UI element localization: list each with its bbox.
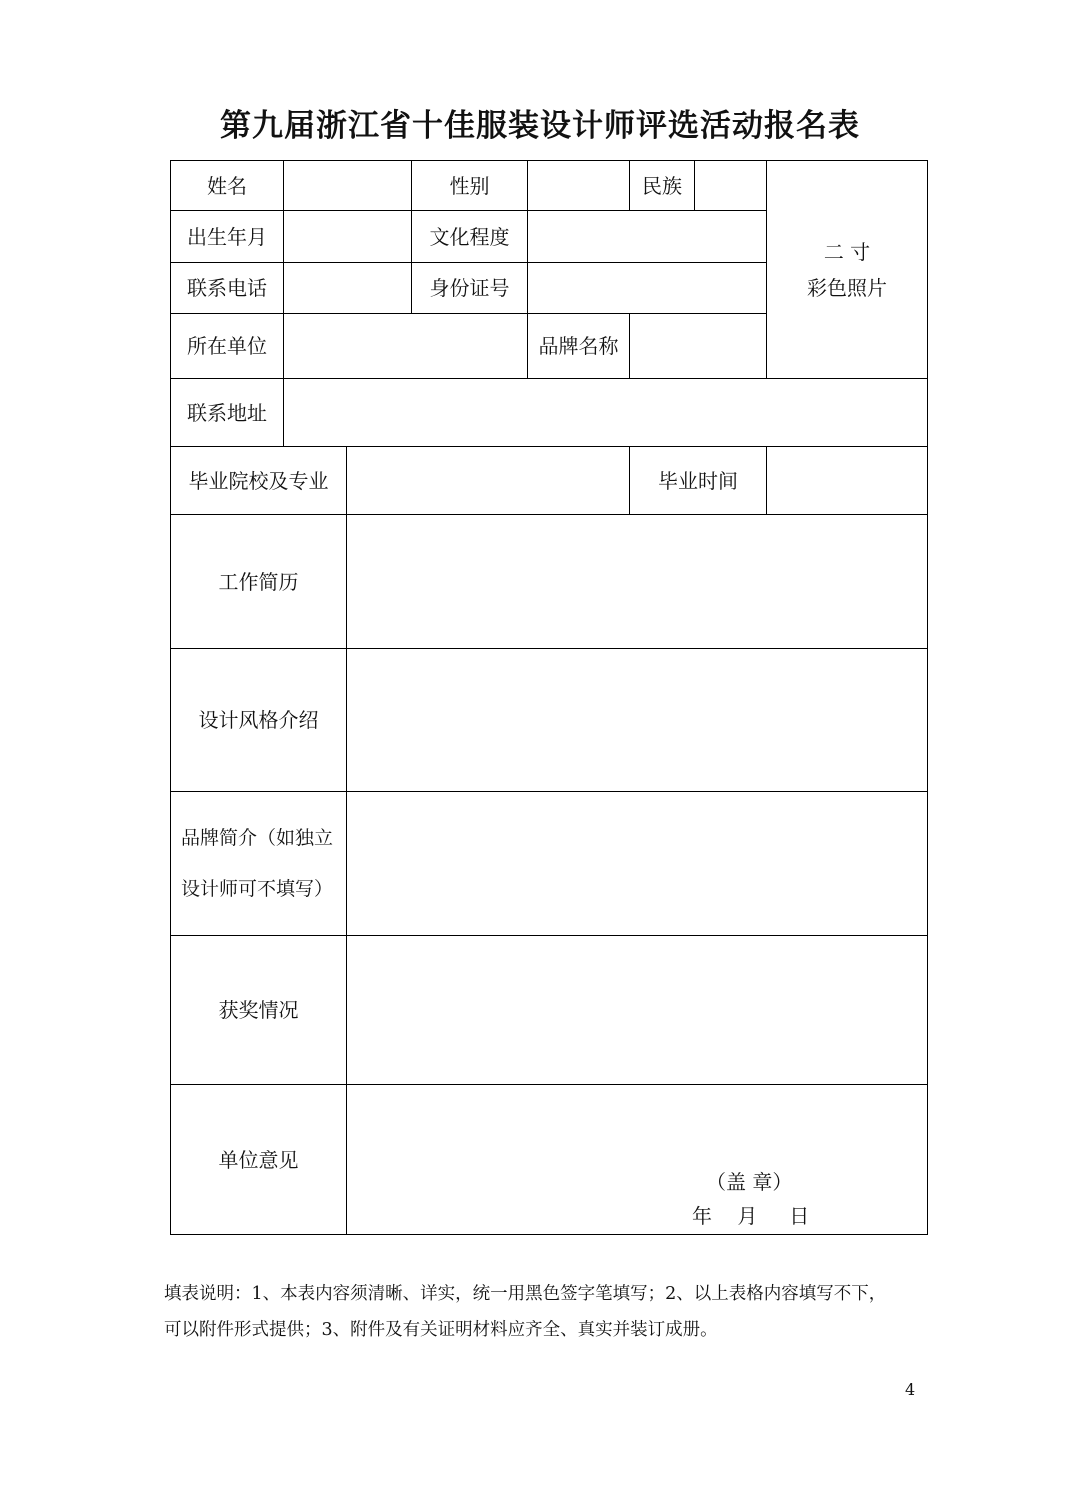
brand-name-field[interactable] bbox=[629, 313, 767, 379]
page-title: 第九届浙江省十佳服装设计师评选活动报名表 bbox=[220, 108, 860, 144]
work-history-field[interactable] bbox=[346, 514, 928, 649]
awards-label: 获奖情况 bbox=[170, 935, 347, 1085]
phone-field[interactable] bbox=[283, 262, 412, 314]
name-label: 姓名 bbox=[170, 160, 284, 211]
form-instructions-line2: 可以附件形式提供；3、附件及有关证明材料应齐全、真实并装订成册。 bbox=[164, 1320, 718, 1340]
gender-label: 性别 bbox=[411, 160, 528, 211]
unit-opinion-label: 单位意见 bbox=[170, 1084, 347, 1235]
seal-text: （盖 章） bbox=[706, 1170, 793, 1194]
design-style-field[interactable] bbox=[346, 648, 928, 792]
brand-intro-label bbox=[170, 791, 347, 936]
employer-label: 所在单位 bbox=[170, 313, 284, 379]
education-label: 文化程度 bbox=[411, 210, 528, 263]
id-number-field[interactable] bbox=[527, 262, 767, 314]
phone-label: 联系电话 bbox=[170, 262, 284, 314]
photo-size-text: 二 寸 bbox=[823, 239, 871, 264]
birth-label: 出生年月 bbox=[170, 210, 284, 263]
gender-field[interactable] bbox=[527, 160, 630, 211]
brand-name-label: 品牌名称 bbox=[527, 313, 630, 379]
brand-intro-label-line1: 品牌简介（如独立 bbox=[181, 826, 334, 849]
brand-intro-label-line2: 设计师可不填写） bbox=[181, 877, 334, 900]
design-style-label: 设计风格介绍 bbox=[170, 648, 347, 792]
employer-field[interactable] bbox=[283, 313, 528, 379]
date-text: 年 月 日 bbox=[692, 1204, 810, 1228]
graduation-time-field[interactable] bbox=[766, 446, 928, 515]
awards-field[interactable] bbox=[346, 935, 928, 1085]
school-major-field[interactable] bbox=[346, 446, 630, 515]
ethnicity-label: 民族 bbox=[629, 160, 695, 211]
name-field[interactable] bbox=[283, 160, 412, 211]
work-history-label: 工作简历 bbox=[170, 514, 347, 649]
photo-placeholder[interactable] bbox=[766, 160, 928, 379]
ethnicity-field[interactable] bbox=[694, 160, 767, 211]
birth-field[interactable] bbox=[283, 210, 412, 263]
address-field[interactable] bbox=[283, 378, 928, 447]
form-instructions bbox=[164, 1276, 924, 1348]
graduation-time-label: 毕业时间 bbox=[629, 446, 767, 515]
form-instructions-line1: 填表说明：1、本表内容须清晰、详实，统一用黑色签字笔填写；2、以上表格内容填写不下， bbox=[164, 1284, 887, 1304]
page-number: 4 bbox=[905, 1380, 916, 1399]
brand-intro-field[interactable] bbox=[346, 791, 928, 936]
address-label: 联系地址 bbox=[170, 378, 284, 447]
photo-color-text: 彩色照片 bbox=[807, 275, 887, 300]
school-major-label: 毕业院校及专业 bbox=[170, 446, 347, 515]
education-field[interactable] bbox=[527, 210, 767, 263]
id-number-label: 身份证号 bbox=[411, 262, 528, 314]
unit-opinion-field[interactable] bbox=[346, 1084, 928, 1235]
